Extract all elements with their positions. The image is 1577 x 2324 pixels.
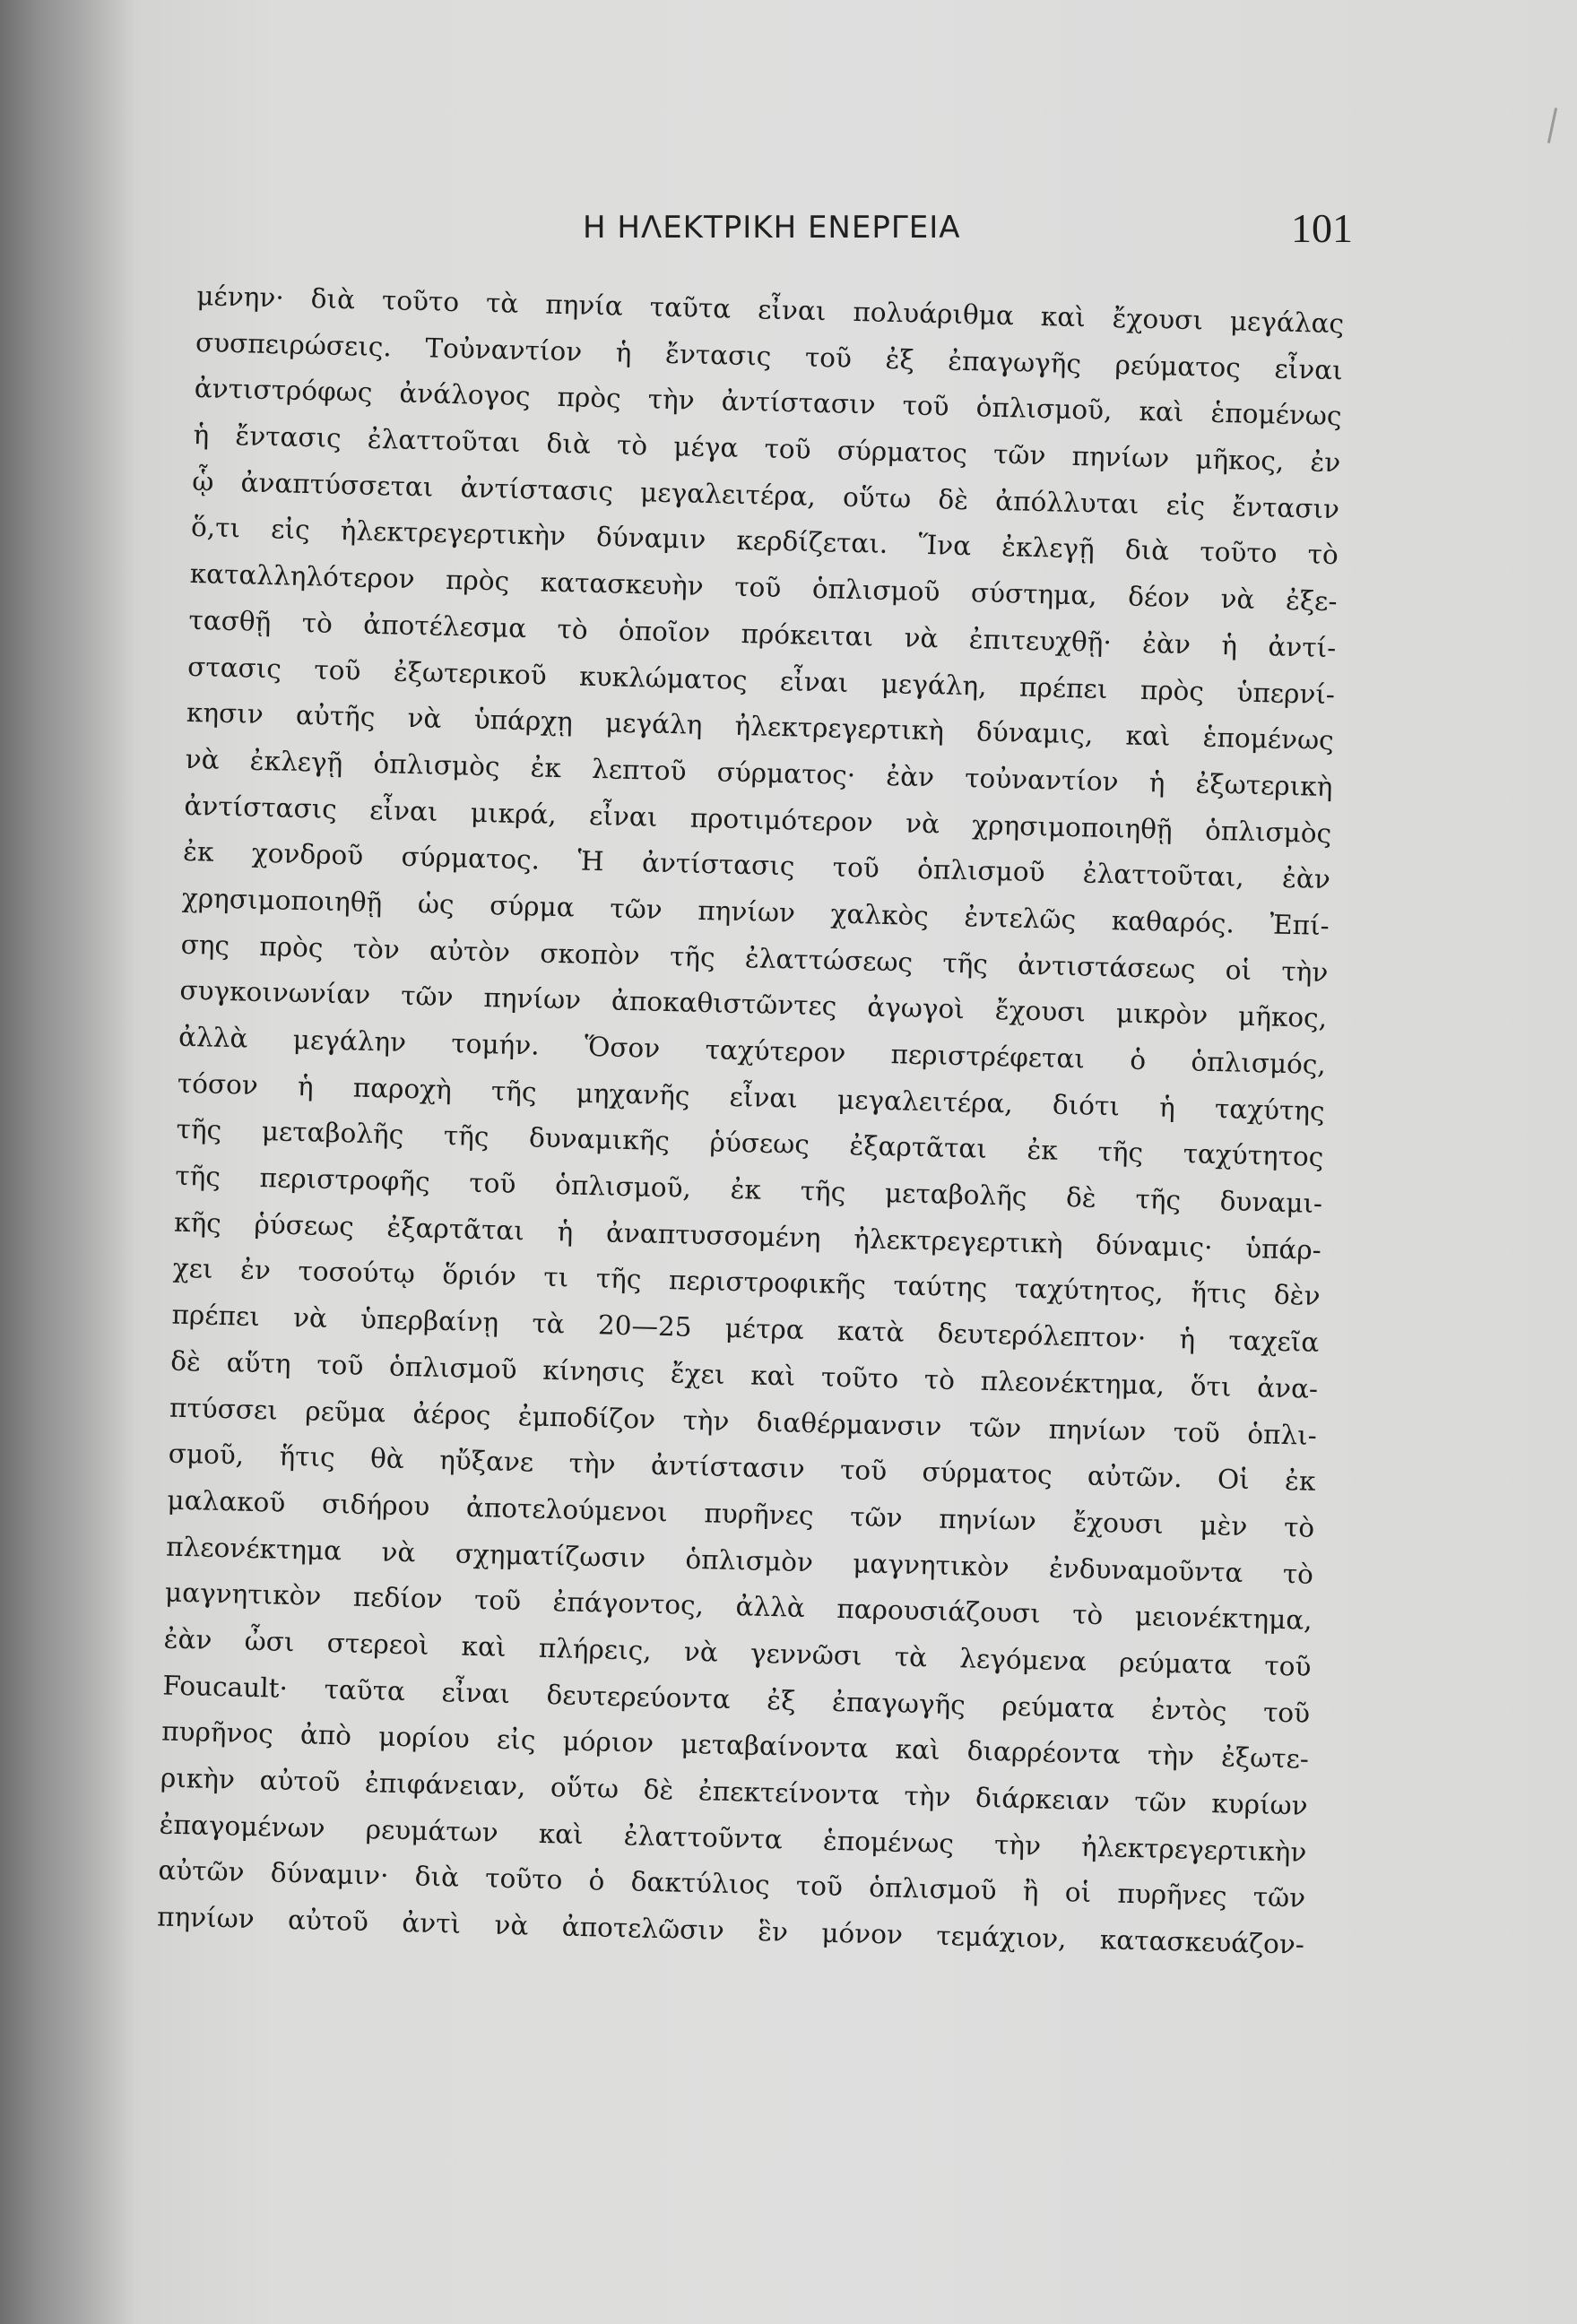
text-line: τῆς μεταβολῆς τῆς δυναμικῆς ῥύσεως ἐξαρτᾶται ἐκ τῆς ταχύτητος — [176, 1114, 1324, 1173]
page-number: 101 — [1291, 205, 1353, 251]
text-line: ἐκ χονδροῦ σύρματος. Ἡ ἀντίστασις τοῦ ὁπλισμοῦ ἐλαττοῦται, ἐὰν — [182, 836, 1331, 895]
text-line: μένην· διὰ τοῦτο τὰ πηνία ταῦτα εἶναι πολυάριθμα καὶ ἔχουσι μεγάλας — [195, 280, 1345, 340]
text-line: καταλληλότερον πρὸς κατασκευὴν τοῦ ὁπλισμοῦ σύστημα, δέον νὰ ἐξε- — [189, 558, 1338, 618]
text-line: ᾧ ἀναπτύσσεται ἀντίστασις μεγαλειτέρα, οὕτω δὲ ἀπόλλυται εἰς ἔντασιν — [191, 465, 1340, 524]
text-line: χρησιμοποιηθῇ ὡς σύρμα τῶν πηνίων χαλκὸς ἐντελῶς καθαρός. Ἐπί- — [181, 882, 1330, 941]
text-line: σης πρὸς τὸν αὐτὸν σκοπὸν τῆς ἐλαττώσεως τῆς ἀντιστάσεως οἱ τὴν — [180, 929, 1329, 988]
text-line: αὐτῶν δύναμιν· διὰ τοῦτο ὁ δακτύλιος τοῦ ὁπλισμοῦ ἢ οἱ πυρῆνες τῶν — [158, 1854, 1306, 1914]
book-page — [134, 0, 1577, 2324]
text-line: τόσον ἡ παροχὴ τῆς μηχανῆς εἶναι μεγαλειτέρα, διότι ἡ ταχύτης — [177, 1067, 1325, 1127]
text-line: σμοῦ, ἥτις θὰ ηὔξανε τὴν ἀντίστασιν τοῦ σύρματος αὐτῶν. Οἱ ἐκ — [168, 1438, 1316, 1498]
text-line: στασις τοῦ ἐξωτερικοῦ κυκλώματος εἶναι μεγάλη, πρέπει πρὸς ὑπερνί- — [186, 651, 1336, 710]
text-line: μαλακοῦ σιδήρου ἀποτελούμενοι πυρῆνες τῶν πηνίων ἔχουσι μὲν τὸ — [167, 1484, 1315, 1543]
text-line: δὲ αὕτη τοῦ ὁπλισμοῦ κίνησις ἔχει καὶ τοῦτο τὸ πλεονέκτημα, ὅτι ἀνα- — [169, 1345, 1319, 1404]
text-line: πτύσσει ρεῦμα ἀέρος ἐμποδίζον τὴν διαθέρμανσιν τῶν πηνίων τοῦ ὁπλι- — [169, 1392, 1318, 1451]
text-line: τασθῇ τὸ ἀποτέλεσμα τὸ ὁποῖον πρόκειται νὰ ἐπιτευχθῇ· ἐὰν ἡ ἀντί- — [188, 604, 1337, 663]
text-line: ἀντιστρόφως ἀνάλογος πρὸς τὴν ἀντίστασιν τοῦ ὁπλισμοῦ, καὶ ἑπομένως — [194, 373, 1342, 432]
running-title: Η ΗΛΕΚΤΡΙΚΗ ΕΝΕΡΓΕΙΑ — [583, 210, 961, 246]
text-line: νὰ ἐκλεγῇ ὁπλισμὸς ἐκ λεπτοῦ σύρματος· ἐὰν τοὐναντίον ἡ ἐξωτερικὴ — [185, 743, 1333, 802]
body-text — [149, 273, 1345, 2300]
text-line: μαγνητικὸν πεδίον τοῦ ἐπάγοντος, ἀλλὰ παρουσιάζουσι τὸ μειονέκτημα, — [164, 1577, 1313, 1637]
text-line: ὅ,τι εἰς ἠλεκτρεγερτικὴν δύναμιν κερδίζεται. Ἵνα ἐκλεγῇ διὰ τοῦτο τὸ — [190, 512, 1339, 571]
text-line: ἀντίστασις εἶναι μικρά, εἶναι προτιμότερον νὰ χρησιμοποιηθῇ ὁπλισμὸς — [184, 790, 1332, 849]
text-line: ἐπαγομένων ρευμάτων καὶ ἐλαττοῦντα ἑπομένως τὴν ἠλεκτρεγερτικὴν — [159, 1809, 1307, 1868]
text-line: κησιν αὐτῆς νὰ ὑπάρχῃ μεγάλη ἠλεκτρεγερτικὴ δύναμις, καὶ ἑπομένως — [186, 697, 1335, 756]
text-line: κῆς ῥύσεως ἐξαρτᾶται ἡ ἀναπτυσσομένη ἠλεκτρεγερτικὴ δύναμις· ὑπάρ- — [173, 1206, 1322, 1266]
text-line: πυρῆνος ἀπὸ μορίου εἰς μόριον μεταβαίνοντα καὶ διαρρέοντα τὴν ἐξωτε- — [160, 1715, 1310, 1775]
text-line: Foucault· ταῦτα εἶναι δευτερεύοντα ἐξ ἐπαγωγῆς ρεύματα ἐντὸς τοῦ — [162, 1670, 1311, 1729]
text-line: τῆς περιστροφῆς τοῦ ὁπλισμοῦ, ἐκ τῆς μεταβολῆς δὲ τῆς δυναμι- — [174, 1160, 1323, 1220]
text-line: ρικὴν αὐτοῦ ἐπιφάνειαν, οὕτω δὲ ἐπεκτείνοντα τὴν διάρκειαν τῶν κυρίων — [160, 1762, 1309, 1821]
text-line: ἀλλὰ μεγάλην τομήν. Ὅσον ταχύτερον περιστρέφεται ὁ ὁπλισμός, — [178, 1021, 1327, 1081]
page-edge-mark — [1547, 108, 1557, 143]
text-line: συγκοινωνίαν τῶν πηνίων ἀποκαθιστῶντες ἀγωγοὶ ἔχουσι μικρὸν μῆκος, — [179, 975, 1328, 1034]
text-line: χει ἐν τοσούτῳ ὅριόν τι τῆς περιστροφικῆς ταύτης ταχύτητος, ἥτις δὲν — [172, 1253, 1321, 1312]
text-line: ἡ ἔντασις ἐλαττοῦται διὰ τὸ μέγα τοῦ σύρματος τῶν πηνίων μῆκος, ἐν — [193, 419, 1341, 479]
text-line: πρέπει νὰ ὑπερβαίνῃ τὰ 20—25 μέτρα κατὰ δευτερόλεπτον· ἡ ταχεῖα — [171, 1299, 1320, 1359]
text-line: ἐὰν ὦσι στερεοὶ καὶ πλήρεις, νὰ γεννῶσι τὰ λεγόμενα ρεύματα τοῦ — [163, 1623, 1312, 1682]
text-line: συσπειρώσεις. Τοὐναντίον ἡ ἔντασις τοῦ ἐξ ἐπαγωγῆς ρεύματος εἶναι — [195, 326, 1344, 385]
binding-shadow — [0, 0, 134, 2324]
page-header — [134, 204, 1577, 267]
text-line: πηνίων αὐτοῦ ἀντὶ νὰ ἀποτελῶσιν ἓν μόνον τεμάχιον, κατασκευάζον- — [156, 1901, 1305, 1960]
text-line: πλεονέκτημα νὰ σχηματίζωσιν ὁπλισμὸν μαγνητικὸν ἐνδυναμοῦντα τὸ — [165, 1531, 1314, 1590]
